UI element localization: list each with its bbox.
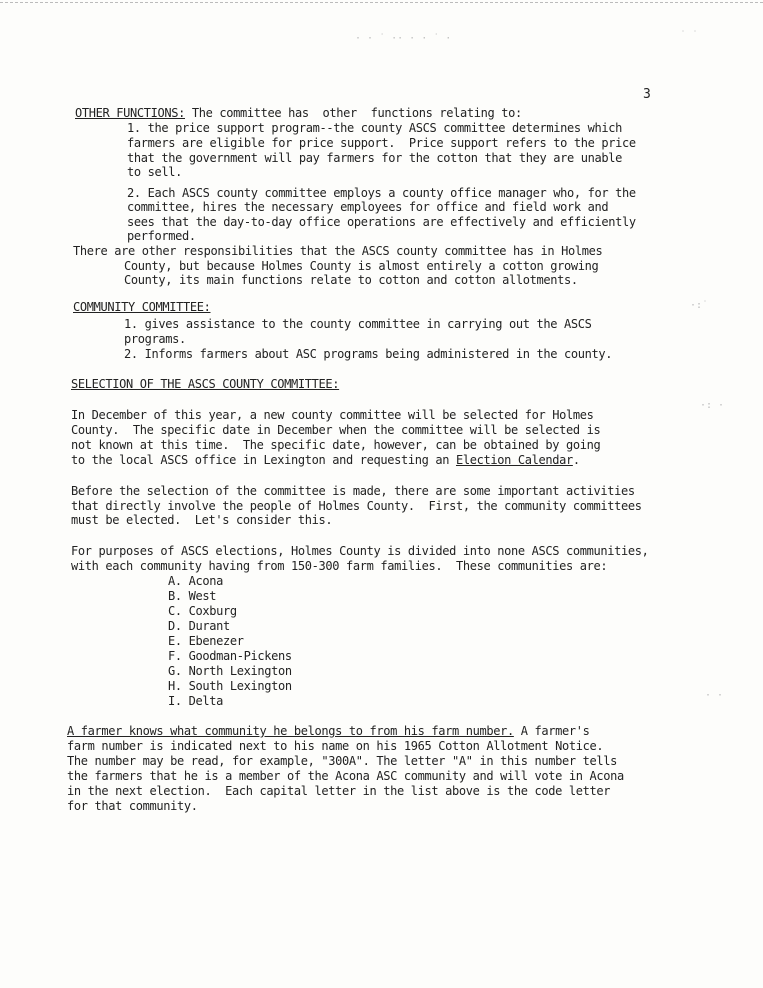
text-line: farmers are eligible for price support. Price support refers to the price <box>127 136 636 150</box>
community-list-item: C. Coxburg <box>168 604 237 618</box>
scan-smudge: ˙ ˙ <box>680 30 699 41</box>
text-line: programs. <box>124 332 186 346</box>
text-line <box>67 724 589 738</box>
community-list-item: G. North Lexington <box>168 664 292 678</box>
text-line: with each community having from 150-300 farm families. These communities are: <box>71 559 608 573</box>
text-line: There are other responsibilities that the ASCS county committee has in Holmes <box>73 244 603 258</box>
text-line: in the next election. Each capital letter in the list above is the code letter <box>67 784 611 798</box>
page-number: 3 <box>643 87 651 102</box>
text-line: sees that the day-to-day office operations are effectively and efficiently <box>127 215 636 229</box>
text-line: must be elected. Let's consider this. <box>71 513 333 527</box>
text-line: 1. gives assistance to the county committee in carrying out the ASCS <box>124 317 592 331</box>
text-line: 2. Each ASCS county committee employs a county office manager who, for the <box>127 186 636 200</box>
underlined-sentence: A farmer knows what community he belongs to from his farm number. <box>67 724 514 738</box>
text-line: In December of this year, a new county committee will be selected for Holmes <box>71 408 594 422</box>
text-line: 1. the price support program--the county ASCS committee determines which <box>127 121 622 135</box>
scan-smudge: ·:˙ <box>690 300 709 311</box>
text-line: County, its main functions relate to cotton and cotton allotments. <box>124 273 578 287</box>
section-heading: OTHER FUNCTIONS: <box>75 106 185 120</box>
section-heading: COMMUNITY COMMITTEE: <box>73 300 211 314</box>
scan-smudge: ·: · <box>700 400 725 411</box>
election-calendar-text: Election Calendar <box>455 453 573 467</box>
community-list-item: D. Durant <box>168 619 230 633</box>
section-other-functions <box>75 106 522 120</box>
text-line: performed. <box>127 229 196 243</box>
section-heading: SELECTION OF THE ASCS COUNTY COMMITTEE: <box>71 377 340 391</box>
text-fragment: . <box>572 453 580 467</box>
text-fragment: A farmer's <box>513 724 590 738</box>
page-edge <box>0 2 763 3</box>
text-line: For purposes of ASCS elections, Holmes County is divided into none ASCS communities, <box>71 544 649 558</box>
community-list-item: A. Acona <box>168 574 223 588</box>
text-line: not known at this time. The specific date, however, can be obtained by going <box>71 438 601 452</box>
community-list-item: H. South Lexington <box>168 679 292 693</box>
text-line: to sell. <box>127 165 182 179</box>
text-line: farm number is indicated next to his name on his 1965 Cotton Allotment Notice. <box>67 739 604 753</box>
text-line: The number may be read, for example, "300A". The letter "A" in this number tells <box>67 754 617 768</box>
text-line: the farmers that he is a member of the Acona ASC community and will vote in Acona <box>67 769 624 783</box>
text-fragment: to the local ASCS office in Lexington and requesting an <box>71 453 456 467</box>
community-list-item: E. Ebenezer <box>168 634 244 648</box>
community-list-item: I. Delta <box>168 694 223 708</box>
text-line: 2. Informs farmers about ASC programs being administered in the county. <box>124 347 613 361</box>
text-line: that the government will pay farmers for the cotton that they are unable <box>127 151 622 165</box>
scan-smudge: · · <box>705 690 724 701</box>
text-line: County, but because Holmes County is almost entirely a cotton growing <box>124 259 599 273</box>
text-line: County. The specific date in December when the committee will be selected is <box>71 423 601 437</box>
text-line: for that community. <box>67 799 198 813</box>
community-list-item: B. West <box>168 589 217 603</box>
text-line: that directly involve the people of Holmes County. First, the community committees <box>71 499 642 513</box>
section-intro: The committee has other functions relating to: <box>185 106 522 120</box>
community-list-item: F. Goodman-Pickens <box>168 649 292 663</box>
text-line-with-link <box>71 453 580 467</box>
scan-smudge: · · ˙ ·· · · ˙ · <box>355 33 452 44</box>
text-line: committee, hires the necessary employees for office and field work and <box>127 200 609 214</box>
text-line: Before the selection of the committee is made, there are some important activities <box>71 484 635 498</box>
